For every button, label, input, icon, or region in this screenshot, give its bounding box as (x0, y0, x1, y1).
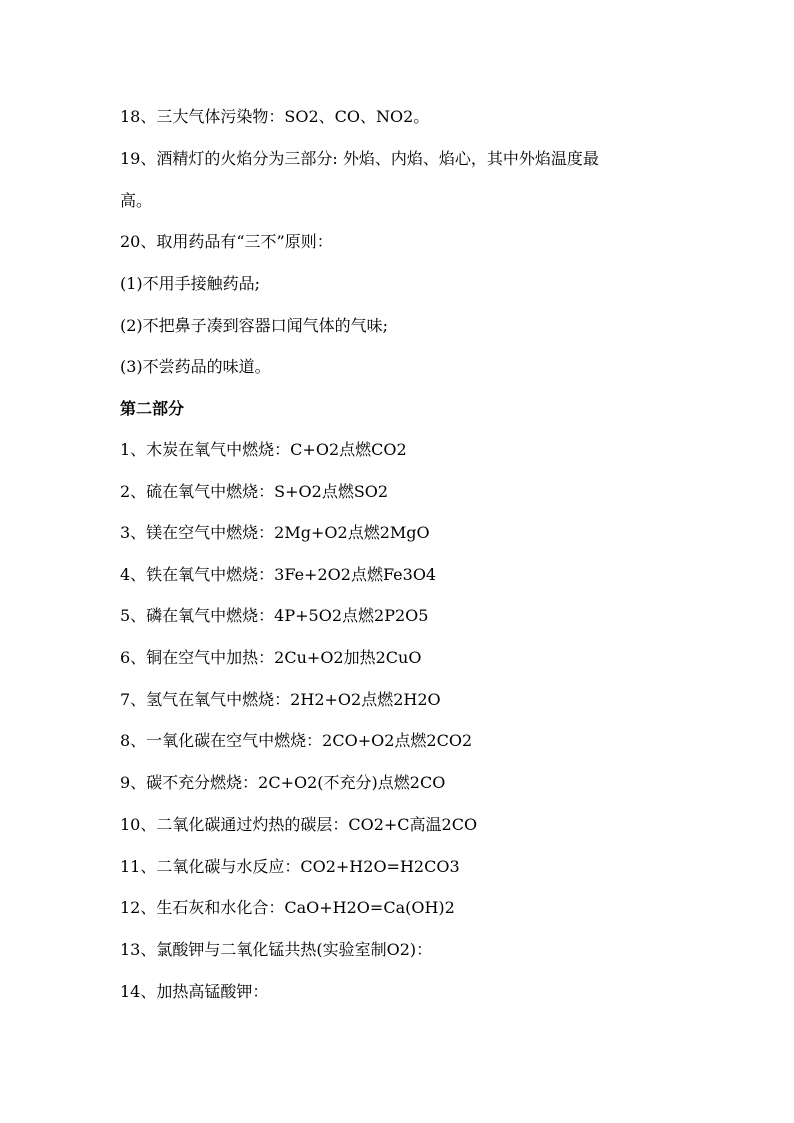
item-20-three-nots: 20、取用药品有“三不”原则： (120, 232, 333, 251)
section-heading-part-2: 第二部分 (120, 399, 185, 418)
equation-item: 8、一氧化碳在空气中燃烧：2CO+O2点燃2CO2 (120, 731, 473, 750)
equation-item: 12、生石灰和水化合：CaO+H2O=Ca(OH)2 (120, 898, 455, 917)
equation-item: 6、铜在空气中加热：2Cu+O2加热2CuO (120, 648, 422, 667)
equation-item: 4、铁在氧气中燃烧：3Fe+2O2点燃Fe3O4 (120, 565, 437, 584)
rule-2: (2)不把鼻子凑到容器口闻气体的气味; (120, 316, 389, 335)
equation-item: 13、氯酸钾与二氧化锰共热(实验室制O2)： (120, 940, 433, 959)
item-18-air-pollutants: 18、三大气体污染物：SO2、CO、NO2。 (120, 107, 430, 126)
rule-1: (1)不用手接触药品; (120, 274, 261, 293)
equation-item: 7、氢气在氧气中燃烧：2H2+O2点燃2H2O (120, 690, 441, 709)
equation-item: 11、二氧化碳与水反应：CO2+H2O=H2CO3 (120, 857, 460, 876)
item-19-continuation: 高。 (120, 191, 153, 210)
item-19-flame-parts: 19、酒精灯的火焰分为三部分: 外焰、内焰、焰心，其中外焰温度最 (120, 149, 599, 168)
equation-item: 5、磷在氧气中燃烧：4P+5O2点燃2P2O5 (120, 606, 429, 625)
equation-item: 2、硫在氧气中燃烧：S+O2点燃SO2 (120, 482, 389, 501)
equation-item: 9、碳不充分燃烧：2C+O2(不充分)点燃2CO (120, 773, 446, 792)
equation-item: 14、加热高锰酸钾： (120, 982, 269, 1001)
equation-item: 1、木炭在氧气中燃烧：C+O2点燃CO2 (120, 440, 407, 459)
rule-3: (3)不尝药品的味道。 (120, 357, 271, 376)
equation-item: 10、二氧化碳通过灼热的碳层：CO2+C高温2CO (120, 815, 478, 834)
equation-item: 3、镁在空气中燃烧：2Mg+O2点燃2MgO (120, 523, 430, 542)
